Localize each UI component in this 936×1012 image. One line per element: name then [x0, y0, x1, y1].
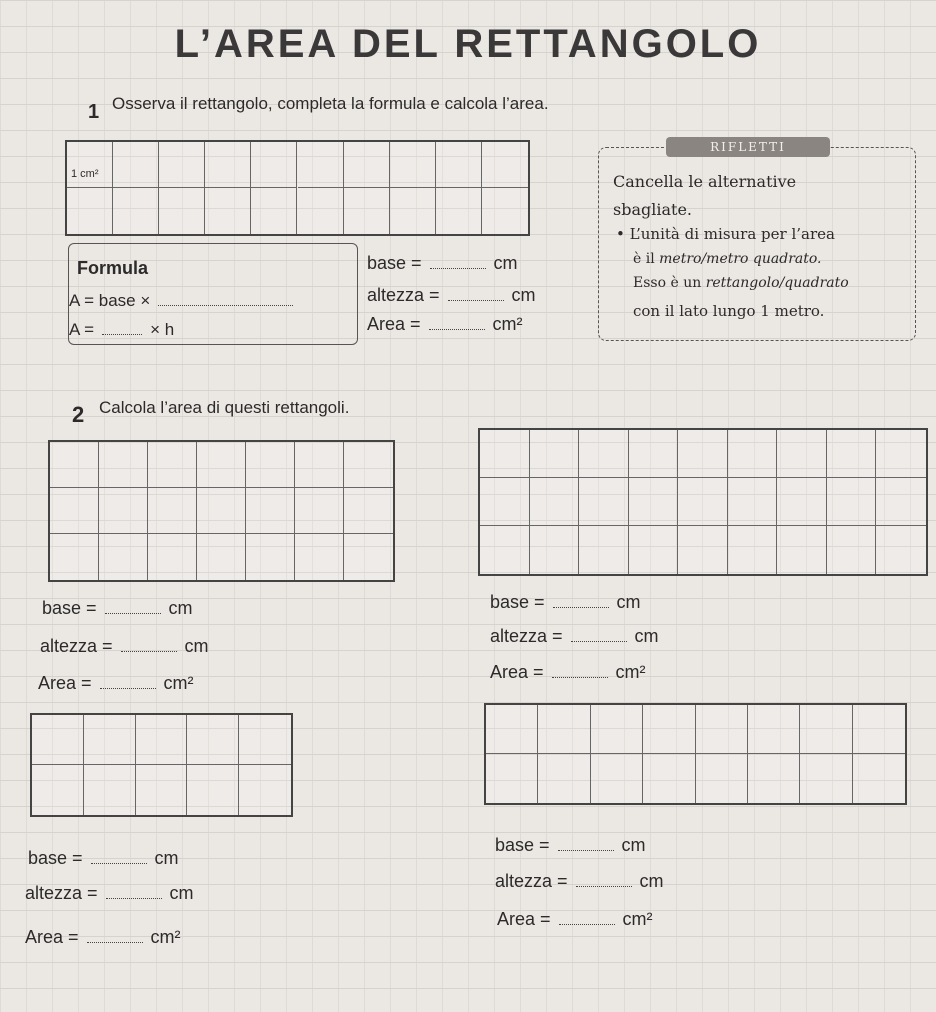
r4-altezza-label: altezza = [25, 883, 98, 903]
grid-unit-square [136, 715, 188, 765]
r4-base-blank[interactable] [91, 849, 147, 864]
r4-area-line [25, 927, 181, 948]
grid-unit-square [579, 478, 629, 526]
r4-altezza-blank[interactable] [106, 884, 162, 899]
formula-line-2-prefix: A = [69, 320, 95, 339]
rectangle-grid-1 [65, 140, 530, 236]
ex1-altezza-label: altezza = [367, 285, 440, 305]
grid-unit-square [344, 488, 393, 534]
r2-base-unit: cm [168, 598, 193, 618]
grid-unit-square [295, 442, 344, 488]
r3-area-label: Area = [490, 662, 544, 682]
r5-altezza-blank[interactable] [576, 872, 632, 887]
grid-unit-square [482, 188, 528, 234]
grid-unit-square [197, 534, 246, 580]
unit-square-label: 1 cm² [71, 168, 99, 180]
r5-area-line [497, 909, 653, 930]
grid-unit-square [678, 430, 728, 478]
grid-unit-square [482, 142, 528, 188]
r3-area-unit: cm² [615, 662, 646, 682]
grid-unit-square [480, 478, 530, 526]
r2-area-blank[interactable] [100, 674, 156, 689]
grid-unit-square [113, 142, 159, 188]
r2-base-label: base = [42, 598, 97, 618]
grid-unit-square [827, 526, 877, 574]
grid-unit-square [390, 142, 436, 188]
r3-area-blank[interactable] [552, 663, 608, 678]
r2-altezza-line [40, 636, 209, 657]
grid-unit-square [876, 526, 926, 574]
r5-base-unit: cm [621, 835, 646, 855]
r5-altezza-unit: cm [639, 871, 664, 891]
grid-unit-square [187, 715, 239, 765]
r4-base-unit: cm [154, 848, 179, 868]
rifletti-bullet-1-text: L’unità di misura per l’area [629, 225, 835, 243]
page-title: L’AREA DEL RETTANGOLO [174, 22, 762, 66]
grid-unit-square [344, 188, 390, 234]
r3-base-unit: cm [616, 592, 641, 612]
grid-unit-square [579, 430, 629, 478]
formula-blank-1[interactable] [158, 291, 293, 306]
grid-unit-square [50, 488, 99, 534]
rectangle-grid-5 [484, 703, 907, 805]
ex1-altezza-line [367, 285, 536, 306]
grid-unit-square [251, 188, 297, 234]
grid-unit-square [32, 715, 84, 765]
grid-unit-square [777, 526, 827, 574]
grid-unit-square [591, 705, 643, 754]
grid-unit-square [538, 754, 590, 803]
rifletti-bullet-1 [616, 225, 835, 243]
rifletti-bullet-4: con il lato lungo 1 metro. [633, 302, 825, 320]
rifletti-option-shape[interactable]: rettangolo/quadrato [705, 275, 849, 291]
grid-unit-square [530, 526, 580, 574]
grid-unit-square [205, 142, 251, 188]
rectangle-grid-3 [478, 428, 928, 576]
grid-unit-square [678, 526, 728, 574]
grid-unit-square [486, 754, 538, 803]
grid-unit-square [148, 442, 197, 488]
r2-altezza-blank[interactable] [121, 637, 177, 652]
grid-unit-square [246, 488, 295, 534]
exercise-2-number: 2 [72, 402, 85, 427]
grid-unit-square [643, 754, 695, 803]
formula-line-1 [69, 291, 301, 311]
grid-unit-square [728, 478, 778, 526]
rectangle-grid-2 [48, 440, 395, 582]
rifletti-bullet-3-a: Esso è un [633, 275, 706, 291]
ex1-altezza-blank[interactable] [448, 286, 504, 301]
grid-unit-square [480, 526, 530, 574]
rifletti-bullet-2-a: è il [633, 251, 660, 267]
r3-altezza-label: altezza = [490, 626, 563, 646]
grid-unit-square [876, 430, 926, 478]
grid-unit-square [800, 754, 852, 803]
grid-unit-square [876, 478, 926, 526]
grid-unit-square [136, 765, 188, 815]
r5-area-label: Area = [497, 909, 551, 929]
formula-title: Formula [77, 258, 149, 278]
rifletti-bullet-2 [633, 251, 822, 267]
grid-unit-square [148, 534, 197, 580]
ex1-area-blank[interactable] [429, 315, 485, 330]
grid-unit-square [643, 705, 695, 754]
grid-unit-square [748, 754, 800, 803]
grid-unit-square [84, 765, 136, 815]
grid-unit-square [853, 754, 905, 803]
grid-unit-square [344, 442, 393, 488]
r2-base-line [42, 598, 193, 619]
grid-unit-square [530, 478, 580, 526]
grid-unit-square [538, 705, 590, 754]
grid-unit-square [251, 142, 297, 188]
ex1-base-unit: cm [493, 253, 518, 273]
grid-unit-square [853, 705, 905, 754]
r2-altezza-label: altezza = [40, 636, 113, 656]
r4-area-unit: cm² [150, 927, 181, 947]
formula-blank-2[interactable] [102, 320, 142, 335]
grid-unit-square [99, 534, 148, 580]
r4-area-blank[interactable] [87, 928, 143, 943]
r3-base-label: base = [490, 592, 545, 612]
ex1-base-label: base = [367, 253, 422, 273]
grid-unit-square [197, 488, 246, 534]
grid-unit-square [246, 534, 295, 580]
r2-area-line [38, 673, 194, 694]
grid-unit-square [591, 754, 643, 803]
r3-base-line [490, 592, 641, 613]
r5-base-line [495, 835, 646, 856]
r2-altezza-unit: cm [184, 636, 209, 656]
grid-unit-square [159, 188, 205, 234]
bullet-dot-icon: • [616, 225, 625, 243]
grid-unit-square [777, 430, 827, 478]
grid-unit-square [298, 142, 344, 188]
grid-unit-square [197, 442, 246, 488]
grid-unit-square [436, 188, 482, 234]
formula-box [68, 243, 358, 345]
rifletti-line-1: Cancella le alternative [613, 172, 797, 191]
ex1-area-label: Area = [367, 314, 421, 334]
grid-unit-square [827, 430, 877, 478]
grid-unit-square [777, 478, 827, 526]
r3-altezza-unit: cm [634, 626, 659, 646]
grid-unit-square [99, 488, 148, 534]
grid-unit-square [678, 478, 728, 526]
grid-unit-square [629, 430, 679, 478]
ex1-area-unit: cm² [492, 314, 523, 334]
r3-altezza-blank[interactable] [571, 627, 627, 642]
grid-unit-square [159, 142, 205, 188]
r2-area-label: Area = [38, 673, 92, 693]
r4-altezza-line [25, 883, 194, 904]
grid-unit-square [728, 526, 778, 574]
exercise-1-number: 1 [88, 101, 100, 123]
rectangle-grid-4 [30, 713, 293, 817]
grid-unit-square [486, 705, 538, 754]
r5-base-blank[interactable] [558, 836, 614, 851]
ex1-altezza-unit: cm [511, 285, 536, 305]
formula-line-2 [69, 320, 174, 340]
r5-area-blank[interactable] [559, 910, 615, 925]
grid-unit-square [239, 765, 291, 815]
grid-unit-square [629, 526, 679, 574]
grid-unit-square [67, 188, 113, 234]
grid-unit-square [295, 534, 344, 580]
r5-base-label: base = [495, 835, 550, 855]
r2-base-blank[interactable] [105, 599, 161, 614]
grid-unit-square [728, 430, 778, 478]
r3-base-blank[interactable] [553, 593, 609, 608]
formula-line-2-suffix: × h [150, 320, 175, 339]
exercise-1-instruction: Osserva il rettangolo, completa la formula e calcola l’area. [112, 94, 549, 113]
grid-unit-square [67, 142, 113, 188]
grid-unit-square [827, 478, 877, 526]
grid-unit-square [344, 534, 393, 580]
formula-line-1-prefix: A = base × [69, 291, 151, 310]
r4-base-line [28, 848, 179, 869]
grid-unit-square [344, 142, 390, 188]
grid-unit-square [530, 430, 580, 478]
r5-altezza-label: altezza = [495, 871, 568, 891]
grid-unit-square [50, 442, 99, 488]
r5-altezza-line [495, 871, 664, 892]
r4-base-label: base = [28, 848, 83, 868]
grid-unit-square [295, 488, 344, 534]
grid-unit-square [696, 754, 748, 803]
ex1-base-line [367, 253, 518, 274]
grid-unit-square [748, 705, 800, 754]
grid-unit-square [480, 430, 530, 478]
r4-area-label: Area = [25, 927, 79, 947]
grid-unit-square [84, 715, 136, 765]
r2-area-unit: cm² [163, 673, 194, 693]
rifletti-line-2: sbagliate. [613, 200, 692, 219]
grid-unit-square [390, 188, 436, 234]
exercise-2-instruction: Calcola l’area di questi rettangoli. [99, 398, 350, 417]
grid-unit-square [113, 188, 159, 234]
grid-unit-square [148, 488, 197, 534]
r3-area-line [490, 662, 646, 683]
ex1-area-line [367, 314, 523, 335]
grid-unit-square [50, 534, 99, 580]
r5-area-unit: cm² [622, 909, 653, 929]
ex1-base-blank[interactable] [430, 254, 486, 269]
grid-unit-square [298, 188, 344, 234]
grid-unit-square [629, 478, 679, 526]
grid-unit-square [187, 765, 239, 815]
grid-unit-square [246, 442, 295, 488]
grid-unit-square [800, 705, 852, 754]
grid-unit-square [205, 188, 251, 234]
rifletti-badge: RIFLETTI [666, 137, 830, 157]
grid-unit-square [579, 526, 629, 574]
r4-altezza-unit: cm [169, 883, 194, 903]
grid-unit-square [32, 765, 84, 815]
grid-unit-square [239, 715, 291, 765]
grid-unit-square [436, 142, 482, 188]
grid-unit-square [696, 705, 748, 754]
r3-altezza-line [490, 626, 659, 647]
grid-unit-square [99, 442, 148, 488]
rifletti-option-metro[interactable]: metro/metro quadrato. [659, 251, 822, 267]
rifletti-bullet-3 [633, 275, 849, 291]
